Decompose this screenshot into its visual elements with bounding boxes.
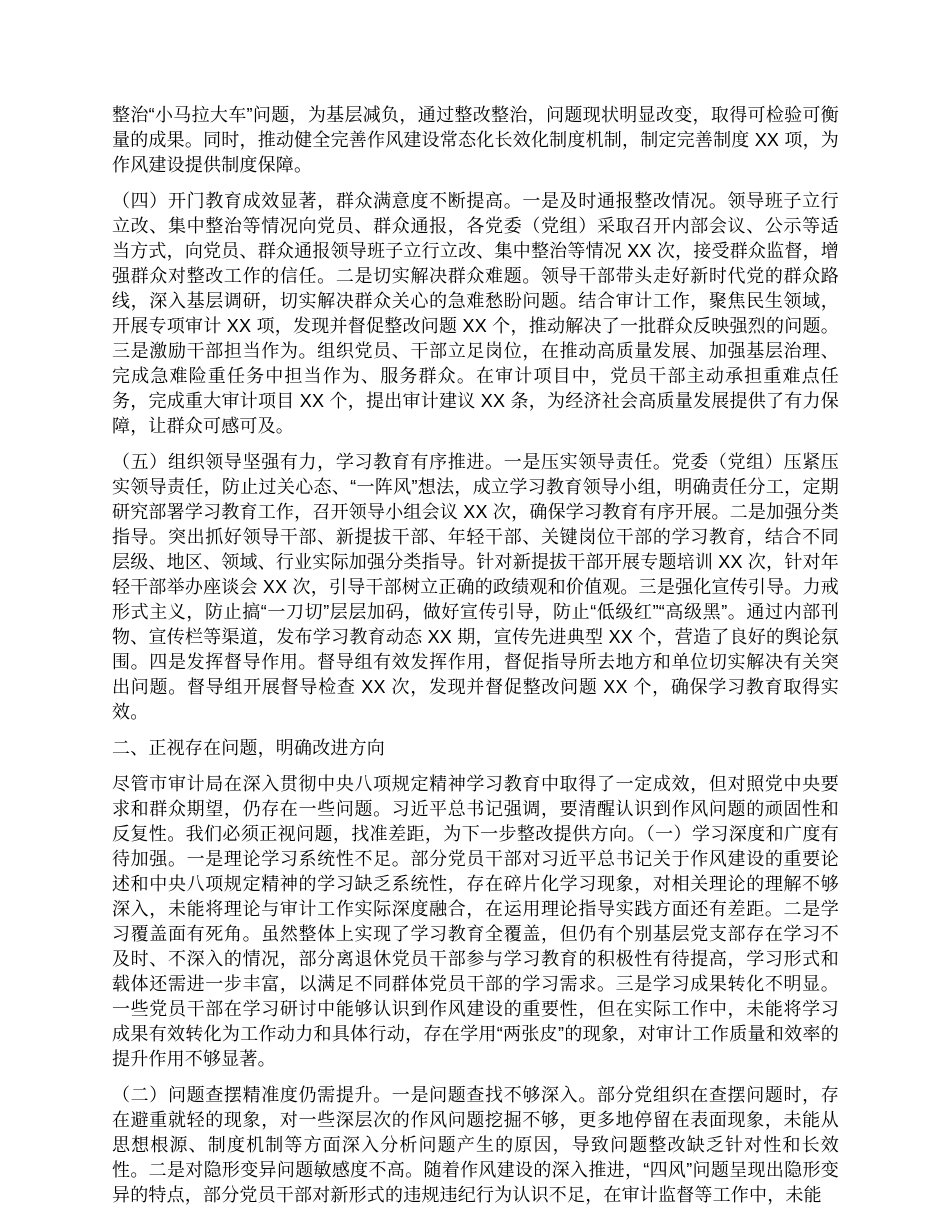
paragraph-section-5-organizational-leadership: （五）组织领导坚强有力，学习教育有序推进。一是压实领导责任。党委（党组）压紧压实领导责任，防止过关心态、“一阵风”想法，成立学习教育领导小组，明确责任分工，定期研究部署学习教育工作，召开领导小组会议 XX 次，确保学习教育有序开展。二是加强分类指导。突出抓好领导干部、新提拔干部、年轻干部、关键岗位干部的学习教育，结合不同层级、地区、领域、行业实际加强分类指导。针对新提拔干部开展专题培训 XX 次，针对年轻干部举办座谈会 XX 次，引导干部树立正确的政绩观和价值观。三是强化宣传引导。力戒形式主义，防止搞“一刀切”层层加码，做好宣传引导，防止“低级红”“高级黑”。通过内部刊物、宣传栏等渠道，发布学习教育动态 XX 期，宣传先进典型 XX 个，营造了良好的舆论氛围。四是发挥督导作用。督导组有效发挥作用，督促指导所去地方和单位切实解决有关突出问题。督导组开展督导检查 XX 次，发现并督促整改问题 XX 个，确保学习教育取得实效。 [112,452,839,722]
paragraph-problems-issue-identification: （二）问题查摆精准度仍需提升。一是问题查找不够深入。部分党组织在查摆问题时，存在避重就轻的现象，对一些深层次的作风问题挖掘不够，更多地停留在表面现象，未能从思想根源、制度机制等方面深入分析问题产生的原因，导致问题整改缺乏针对性和长效性。二是对隐形变异问题敏感度不高。随着作风建设的深入推进，“四风”问题呈现出隐形变异的特点，部分党员干部对新形式的违规违纪行为认识不足，在审计监督等工作中，未能 [112,1085,839,1205]
paragraph-continuation-rectification: 整治“小马拉大车”问题，为基层减负，通过整改整治，问题现状明显改变，取得可检验可衡量的成果。同时，推动健全完善作风建设常态化长效化制度机制，制定完善制度 XX 项，为作风建设提供制度保障。 [112,105,839,175]
document-page [112,103,839,1219]
section-heading-part-2: 二、正视存在问题，明确改进方向 [112,738,385,758]
paragraph-section-4-open-door-education: （四）开门教育成效显著，群众满意度不断提高。一是及时通报整改情况。领导班子立行立改、集中整治等情况向党员、群众通报，各党委（党组）采取召开内部会议、公示等适当方式，向党员、群众通报领导班子立行立改、集中整治等情况 XX 次，接受群众监督，增强群众对整改工作的信任。二是切实解决群众难题。领导干部带头走好新时代党的群众路线，深入基层调研，切实解决群众关心的急难愁盼问题。结合审计工作，聚焦民生领域，开展专项审计 XX 项，发现并督促整改问题 XX 个，推动解决了一批群众反映强烈的问题。三是激励干部担当作为。组织党员、干部立足岗位，在推动高质量发展、加强基层治理、完成急难险重任务中担当作为、服务群众。在审计项目中，党员干部主动承担重难点任务，完成重大审计项目 XX 个，提出审计建议 XX 条，为经济社会高质量发展提供了有力保障，让群众可感可及。 [112,191,839,436]
paragraph-problems-learning-depth: 尽管市审计局在深入贯彻中央八项规定精神学习教育中取得了一定成效，但对照党中央要求和群众期望，仍存在一些问题。习近平总书记强调，要清醒认识到作风问题的顽固性和反复性。我们必须正视问题，找准差距，为下一步整改提供方向。（一）学习深度和广度有待加强。一是理论学习系统性不足。部分党员干部对习近平总书记关于作风建设的重要论述和中央八项规定精神的学习缺乏系统性，存在碎片化学习现象，对相关理论的理解不够深入，未能将理论与审计工作实际深度融合，在运用理论指导实践方面还有差距。二是学习覆盖面有死角。虽然整体上实现了学习教育全覆盖，但仍有个别基层党支部存在学习不及时、不深入的情况，部分离退休党员干部参与学习教育的积极性有待提高，学习形式和载体还需进一步丰富，以满足不同群体党员干部的学习需求。三是学习成果转化不明显。一些党员干部在学习研讨中能够认识到作风建设的重要性，但在实际工作中，未能将学习成果有效转化为工作动力和具体行动，存在学用“两张皮”的现象，对审计工作质量和效率的提升作用不够显著。 [112,774,839,1069]
